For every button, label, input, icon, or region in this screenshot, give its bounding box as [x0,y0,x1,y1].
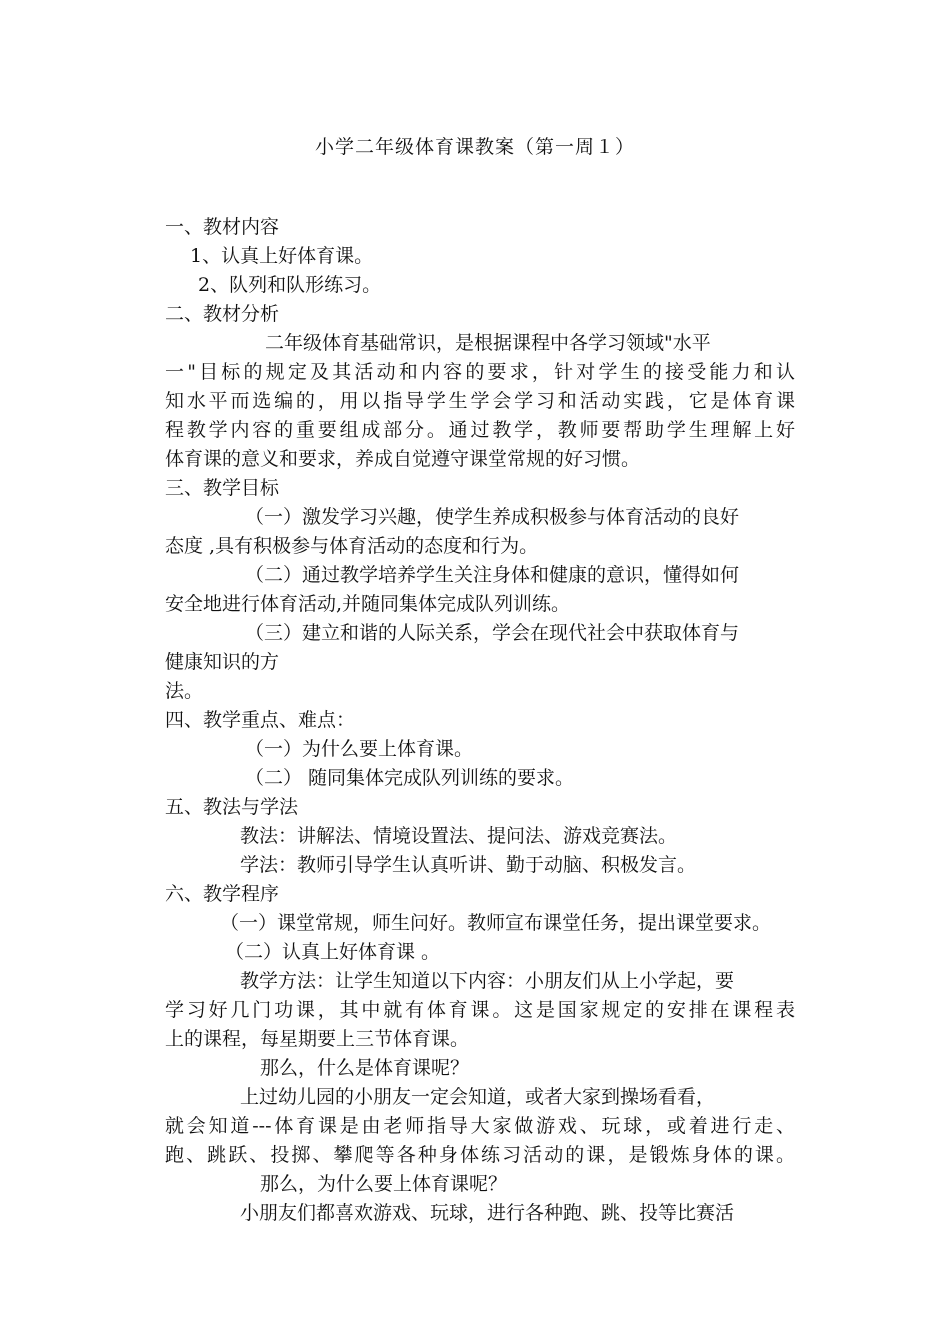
list-item: 2、队列和队形练习。 [198,274,382,296]
section-heading: 四、教学重点、难点： [165,709,356,731]
paragraph-line: 健康知识的方 [165,651,280,673]
paragraph-line: 程教学内容的重要组成部分。通过教学，教师要帮助学生理解上好 [165,419,795,441]
paragraph-line: 上过幼儿园的小朋友一定会知道，或者大家到操场看看， [240,1086,716,1108]
list-item: （一）为什么要上体育课。 [245,738,474,760]
paragraph-line: 学法：教师引导学生认真听讲、勤于动脑、积极发言。 [240,854,697,876]
paragraph-line: （一）激发学习兴趣，使学生养成积极参与体育活动的良好 [245,506,740,528]
paragraph-line: 体育课的意义和要求，养成自觉遵守课堂常规的好习惯。 [165,448,641,470]
paragraph-line: 教学方法：让学生知道以下内容：小朋友们从上小学起，要 [240,970,735,992]
paragraph-line: （三）建立和谐的人际关系，学会在现代社会中获取体育与 [245,622,740,644]
section-heading: 六、教学程序 [165,883,280,905]
section-heading: 三、教学目标 [165,477,280,499]
section-heading: 五、教法与学法 [165,796,299,818]
paragraph-line: 知水平而选编的，用以指导学生学会学习和活动实践，它是体育课 [165,390,795,412]
paragraph-line: 那么，为什么要上体育课呢？ [260,1173,508,1195]
paragraph-line: 二年级体育基础常识，是根据课程中各学习领域"水平 [265,332,711,354]
list-item: （一）课堂常规，师生问好。教师宣布课堂任务，提出课堂要求。 [220,912,772,934]
list-item: 1、认真上好体育课。 [190,245,374,267]
paragraph-line: 小朋友们都喜欢游戏、玩球，进行各种跑、跳、投等比赛活 [240,1202,735,1224]
document-body [165,213,795,1228]
paragraph-line: 法。 [165,680,204,702]
paragraph-line: 学习好几门功课，其中就有体育课。这是国家规定的安排在课程表 [165,999,795,1021]
section-heading: 一、教材内容 [165,216,280,238]
section-heading: 二、教材分析 [165,303,280,325]
document-title: 小学二年级体育课教案（第一周１） [314,136,635,158]
paragraph-line: 一"目标的规定及其活动和内容的要求，针对学生的接受能力和认 [165,361,795,383]
list-item: （二） 随同集体完成队列训练的要求。 [245,767,575,789]
paragraph-line: 跑、跳跃、投掷、攀爬等各种身体练习活动的课，是锻炼身体的课。 [165,1144,795,1166]
paragraph-line: 上的课程，每星期要上三节体育课。 [165,1028,470,1050]
paragraph-line: 那么，什么是体育课呢？ [260,1057,470,1079]
paragraph-line: 安全地进行体育活动,并随同集体完成队列训练。 [165,593,571,615]
paragraph-line: 教法：讲解法、情境设置法、提问法、游戏竞赛法。 [240,825,678,847]
list-item: （二）认真上好体育课 。 [225,941,441,963]
paragraph-line: 就会知道---体育课是由老师指导大家做游戏、玩球，或着进行走、 [165,1115,795,1137]
paragraph-line: （二）通过教学培养学生关注身体和健康的意识，懂得如何 [245,564,740,586]
paragraph-line: 态度 ,具有积极参与体育活动的态度和行为。 [165,535,539,557]
